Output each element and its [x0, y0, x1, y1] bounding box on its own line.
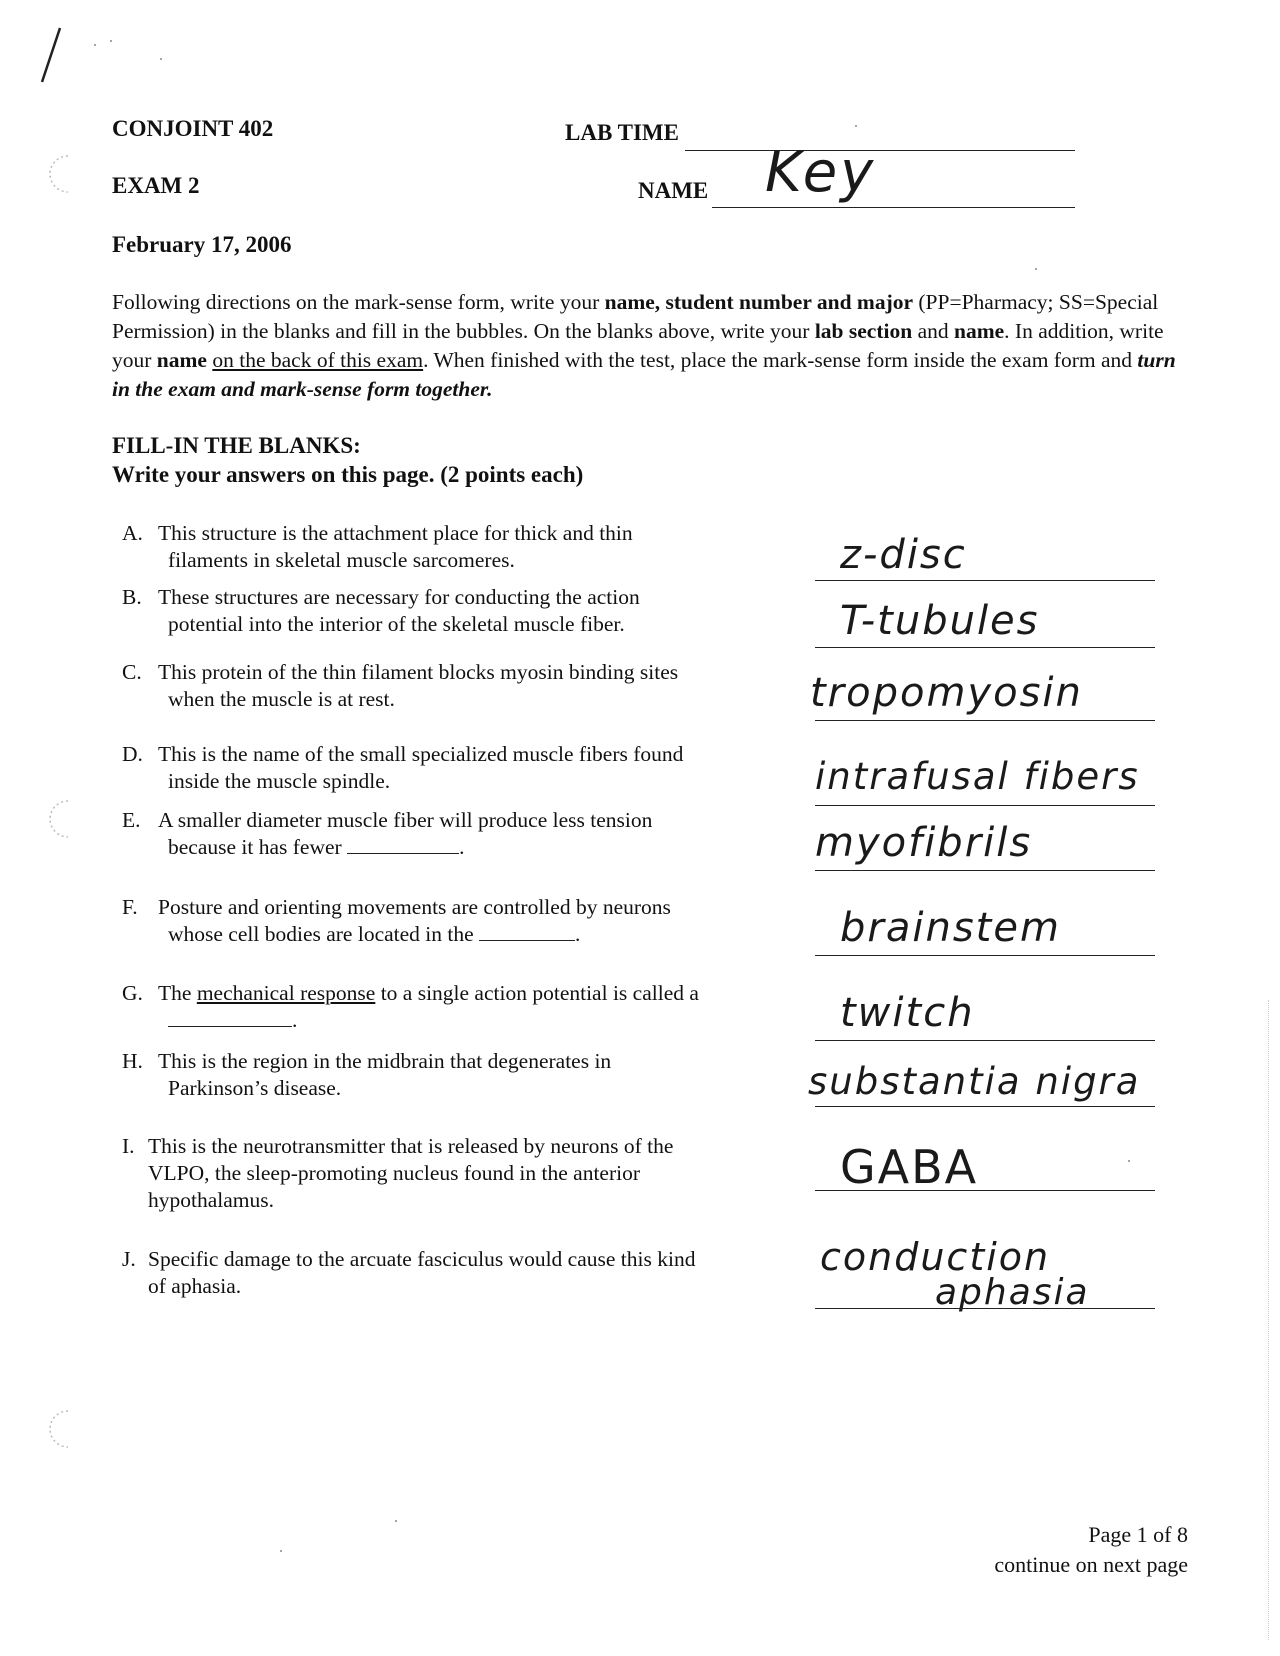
- answer-blank-d[interactable]: [815, 805, 1155, 806]
- question-i: I. This is the neurotransmitter that is released by neurons of the VLPO, the sleep-promoting nucleus found in the anterior hypothalamus.: [122, 1134, 674, 1212]
- directions-paragraph: Following directions on the mark-sense form, write your name, student number and major (PP=Pharmacy; SS=Special Permission) in the blanks and fill in the bubbles. On the blanks above, write your lab section and name. In addition, write your name on the back of this exam. When finished with the test, place the mark-sense form inside the exam form and turn in the exam and mark-sense form together.: [112, 290, 1176, 401]
- answer-b: T-tubules: [840, 598, 1040, 644]
- answer-a: z-disc: [840, 532, 967, 578]
- lab-time-blank[interactable]: [685, 150, 1075, 151]
- question-g: G. The mechanical response to a single action potential is called a .: [122, 981, 699, 1032]
- answer-blank-g[interactable]: [815, 1040, 1155, 1041]
- answer-blank-h[interactable]: [815, 1106, 1155, 1107]
- answer-i: GABA: [840, 1140, 979, 1194]
- answer-blank-i[interactable]: [815, 1190, 1155, 1191]
- answer-j-line1: conduction: [820, 1235, 1051, 1279]
- question-e: E. A smaller diameter muscle fiber will produce less tension because it has fewer .: [122, 808, 653, 859]
- name-label: NAME: [638, 178, 709, 203]
- hole-punch-mark: [38, 795, 88, 845]
- page-number: Page 1 of 8: [1088, 1522, 1188, 1547]
- answer-blank-f[interactable]: [815, 955, 1155, 956]
- course-title: CONJOINT 402: [112, 116, 274, 141]
- question-d: D. This is the name of the small specialized muscle fibers found inside the muscle spindle.: [122, 742, 684, 793]
- answer-g: twitch: [840, 990, 975, 1036]
- answer-blank-j[interactable]: [815, 1308, 1155, 1309]
- inline-blank: [347, 852, 459, 854]
- answer-d: intrafusal fibers: [815, 755, 1140, 798]
- answer-blank-c[interactable]: [815, 720, 1155, 721]
- inline-blank: [479, 939, 575, 941]
- answer-blank-e[interactable]: [815, 870, 1155, 871]
- section-subtitle: Write your answers on this page. (2 points each): [112, 462, 584, 487]
- continue-note: continue on next page: [994, 1552, 1188, 1577]
- answer-j-line2: aphasia: [935, 1272, 1090, 1313]
- name-blank[interactable]: [712, 207, 1075, 208]
- answer-f: brainstem: [840, 905, 1061, 951]
- answer-h: substantia nigra: [808, 1060, 1141, 1103]
- question-a: A. This structure is the attachment place for thick and thin filaments in skeletal muscle sarcomeres.: [122, 521, 633, 572]
- question-h: H. This is the region in the midbrain that degenerates in Parkinson’s disease.: [122, 1049, 612, 1100]
- answer-blank-b[interactable]: [815, 647, 1155, 648]
- question-j: J. Specific damage to the arcuate fasciculus would cause this kind of aphasia.: [122, 1247, 696, 1298]
- exam-date: February 17, 2006: [112, 232, 292, 257]
- answer-e: myofibrils: [815, 820, 1033, 866]
- question-c: C. This protein of the thin filament blocks myosin binding sites when the muscle is at rest.: [122, 660, 679, 711]
- hole-punch-mark: [38, 150, 88, 200]
- inline-blank: [168, 1025, 292, 1027]
- hole-punch-mark: [38, 1405, 88, 1455]
- answer-c: tropomyosin: [810, 670, 1083, 716]
- question-b: B. These structures are necessary for conducting the action potential into the interior of the skeletal muscle fiber.: [122, 585, 640, 636]
- lab-time-label: LAB TIME: [565, 120, 679, 145]
- section-title: FILL-IN THE BLANKS:: [112, 433, 361, 458]
- pen-mark: [30, 20, 70, 90]
- question-f: F. Posture and orienting movements are controlled by neurons whose cell bodies are located in the .: [122, 895, 671, 946]
- answer-blank-a[interactable]: [815, 580, 1155, 581]
- exam-number: EXAM 2: [112, 173, 200, 198]
- name-handwritten: Key: [765, 140, 877, 205]
